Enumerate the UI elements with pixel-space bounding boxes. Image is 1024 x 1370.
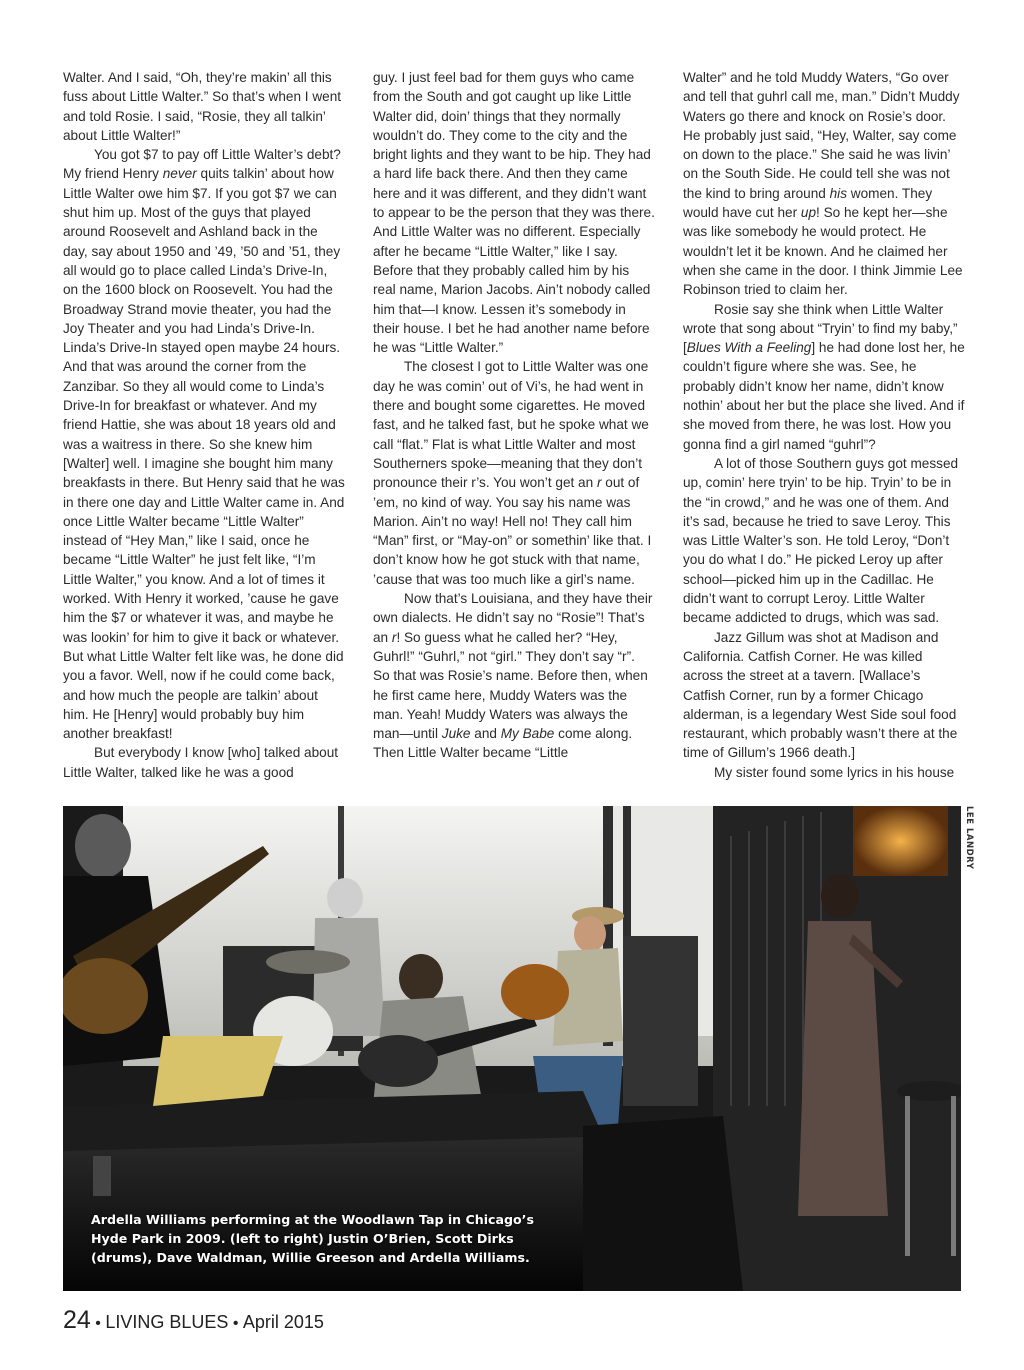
paragraph-text: Walter” and he told Muddy Waters, “Go over and tell that guhrl call me, man.” Didn’t Muddy Waters go there and knock on Rosie’s door. He probably just said, “Hey, Walter, say come on down to the place.” She said he was livin’ on the South Side. He could tell she was not the kind to bring around [683, 70, 960, 201]
paragraph [63, 68, 345, 145]
italic-text: never [162, 166, 197, 182]
paragraph [683, 763, 965, 782]
paragraph [683, 628, 965, 763]
paragraph-text: ] he had done lost her, he couldn’t figure where she was. See, he probably didn’t know her name, didn’t know nothin’ about her but the place she lived. And if she moved from there, he was lost. How you gonna find a girl named “guhrl”? [683, 340, 965, 452]
italic-text: r [596, 475, 602, 491]
paragraph-text: ! So he kept her—she was like somebody he would protect. He wouldn’t let it be known. And he claimed her when she came in the door. I think Jimmie Lee Robinson tried to claim her. [683, 205, 963, 298]
magazine-name: LIVING BLUES [105, 1312, 229, 1332]
italic-text: My Babe [500, 726, 555, 742]
paragraph-text: Walter. And I said, “Oh, they’re makin’ all this fuss about Little Walter.” So that’s when I went and told Rosie. I said, “Rosie, they all talkin’ about Little Walter!” [63, 70, 342, 143]
band-photo [63, 806, 961, 1291]
paragraph-text: You got $7 to pay off Little Walter’s debt? My friend Henry [63, 147, 341, 182]
page-number: 24 [63, 1306, 91, 1334]
paragraph-text: women. They would have cut her [683, 185, 933, 221]
paragraph-text: ! So guess what he called her? “Hey, Guhrl!” “Guhrl,” not “girl.” They don’t say “r”. So that was Rosie’s name. Before then, when he first came here, Muddy Waters was the man. Yeah! Muddy Waters was always the man—until [373, 629, 648, 742]
page-footer [63, 1306, 324, 1335]
paragraph-text: guy. I just feel bad for them guys who came from the South and got caught up like Little Walter did, doin’ things that they normally wouldn’t do. They come to the city and the bright lights and they want to be hip. They had a hard life back there. And then they came here and it was different, and they didn’t want to appear to be the person that they was there. And Little Walter was no different. Especially after he became “Little Walter,” like I say. Before that they probably called him by his real name, Marion Jacobs. Ain’t nobody called him that—I know. Lessen it’s somebody in their house. I bet he had another name before he was “Little Walter.” [373, 70, 655, 356]
paragraph [683, 454, 965, 628]
paragraph-text: The closest I got to Little Walter was one day he was comin’ out of Vi’s, he had went in there and bought some cigarettes. He moved fast, and he talked fast, but he spoke what we call “flat.” Flat is what Little Walter and most Southerners spoke—meaning that they don’t pronounce their r’s. You won’t get an [373, 359, 649, 491]
paragraph-text: My sister found some lyrics in his house [714, 764, 955, 780]
issue-date: April 2015 [242, 1312, 324, 1332]
paragraph [373, 589, 655, 763]
paragraph-text: But everybody I know [who] talked about Little Walter, talked like he was a good [63, 745, 339, 780]
paragraph [373, 357, 655, 589]
paragraph [373, 68, 655, 357]
italic-text: Blues With a Feeling [686, 340, 812, 356]
text-column-3 [683, 68, 965, 782]
text-column-1 [63, 68, 345, 782]
paragraph [63, 145, 345, 743]
photo-caption: Ardella Williams performing at the Woodlawn Tap in Chicago’s Hyde Park in 2009. (left to right) Justin O’Brien, Scott Dirks (drums), Dave Waldman, Willie Greeson and Ardella Williams. [91, 1212, 534, 1265]
paragraph [683, 68, 965, 300]
text-column-2 [373, 68, 655, 763]
italic-text: Juke [441, 726, 471, 742]
italic-text: his [829, 185, 848, 201]
paragraph-text: and [470, 726, 501, 742]
paragraph-text: quits talkin’ about how Little Walter owe him $7. If you got $7 we can shut him up. Most of the guys that played around Roosevelt and Ashland back in the day, say about 1950 and ’49, ’50 and ’51, they all would go to place called Linda’s Drive-In, on the 1600 block on Roosevelt. You had the Broadway Strand movie theater, you had the Joy Theater and you had Linda’s Drive-In. Linda’s Drive-In stayed open maybe 24 hours. And that was around the corner from the Zanzibar. So they all would come to Linda’s Drive-In for breakfast or whatever. And my friend Hattie, she was about 18 years old and was a waitress in there. So she knew him [Walter] well. I imagine she bought him many breakfasts in there. But Henry said that he was in there one day and Little Walter came in. And once Little Walter became “Little Walter” instead of “Hey Man,” like I said, once he became “Little Walter” he just felt like, “I’m Little Walter,” you know. And a lot of times it worked. With Henry it worked, ’cause he gave him the $7 or whatever it was, and maybe he was lookin’ for him to give it back or whatever. But what Little Walter felt like was, he done did you a favor. Well, now if he could come back, and how much the people are talkin’ about him. He [Henry] would probably buy him another breakfast! [63, 166, 345, 742]
italic-text: up [800, 205, 817, 221]
paragraph-text: Jazz Gillum was shot at Madison and California. Catfish Corner. He was killed across the street at a tavern. [Wallace’s Catfish Corner, run by a former Chicago alderman, is a legendary West Side soul food restaurant, which probably wasn’t there at the time of Gillum’s 1966 death.] [683, 629, 958, 761]
paragraph [63, 743, 345, 782]
photo-credit: LEE LANDRY [964, 806, 974, 870]
footer-separator: • [95, 1315, 101, 1332]
italic-text: r [391, 629, 397, 645]
paragraph-text: Now that’s Louisiana, and they have their own dialects. He didn’t say no “Rosie”! That’s an [373, 591, 653, 645]
paragraph-text: A lot of those Southern guys got messed up, comin’ here tryin’ to be hip. Tryin’ to be in the “in crowd,” and he was one of them. And it’s sad, because he tried to save Leroy. This was Little Walter’s son. He told Leroy, “Don’t you do what I do.” He picked Leroy up after school—picked him up in the Cadillac. He didn’t want to corrupt Leroy. Little Walter became addicted to drugs, which was sad. [683, 455, 959, 626]
paragraph-text: come along. Then Little Walter became “Little [373, 726, 633, 761]
footer-separator-2: • [232, 1315, 239, 1332]
paragraph-text: Rosie say she think when Little Walter wrote that song about “Tryin’ to find my baby,” [ [683, 301, 958, 356]
paragraph-text: out of ’em, no kind of way. You say his name was Marion. Ain’t no way! Hell no! They call him “Man” first, or “May-on” or somethin’ like that. I don’t know how he got stuck with that name, ’cause that was too much like a girl’s name. [373, 475, 652, 587]
paragraph [683, 300, 965, 454]
